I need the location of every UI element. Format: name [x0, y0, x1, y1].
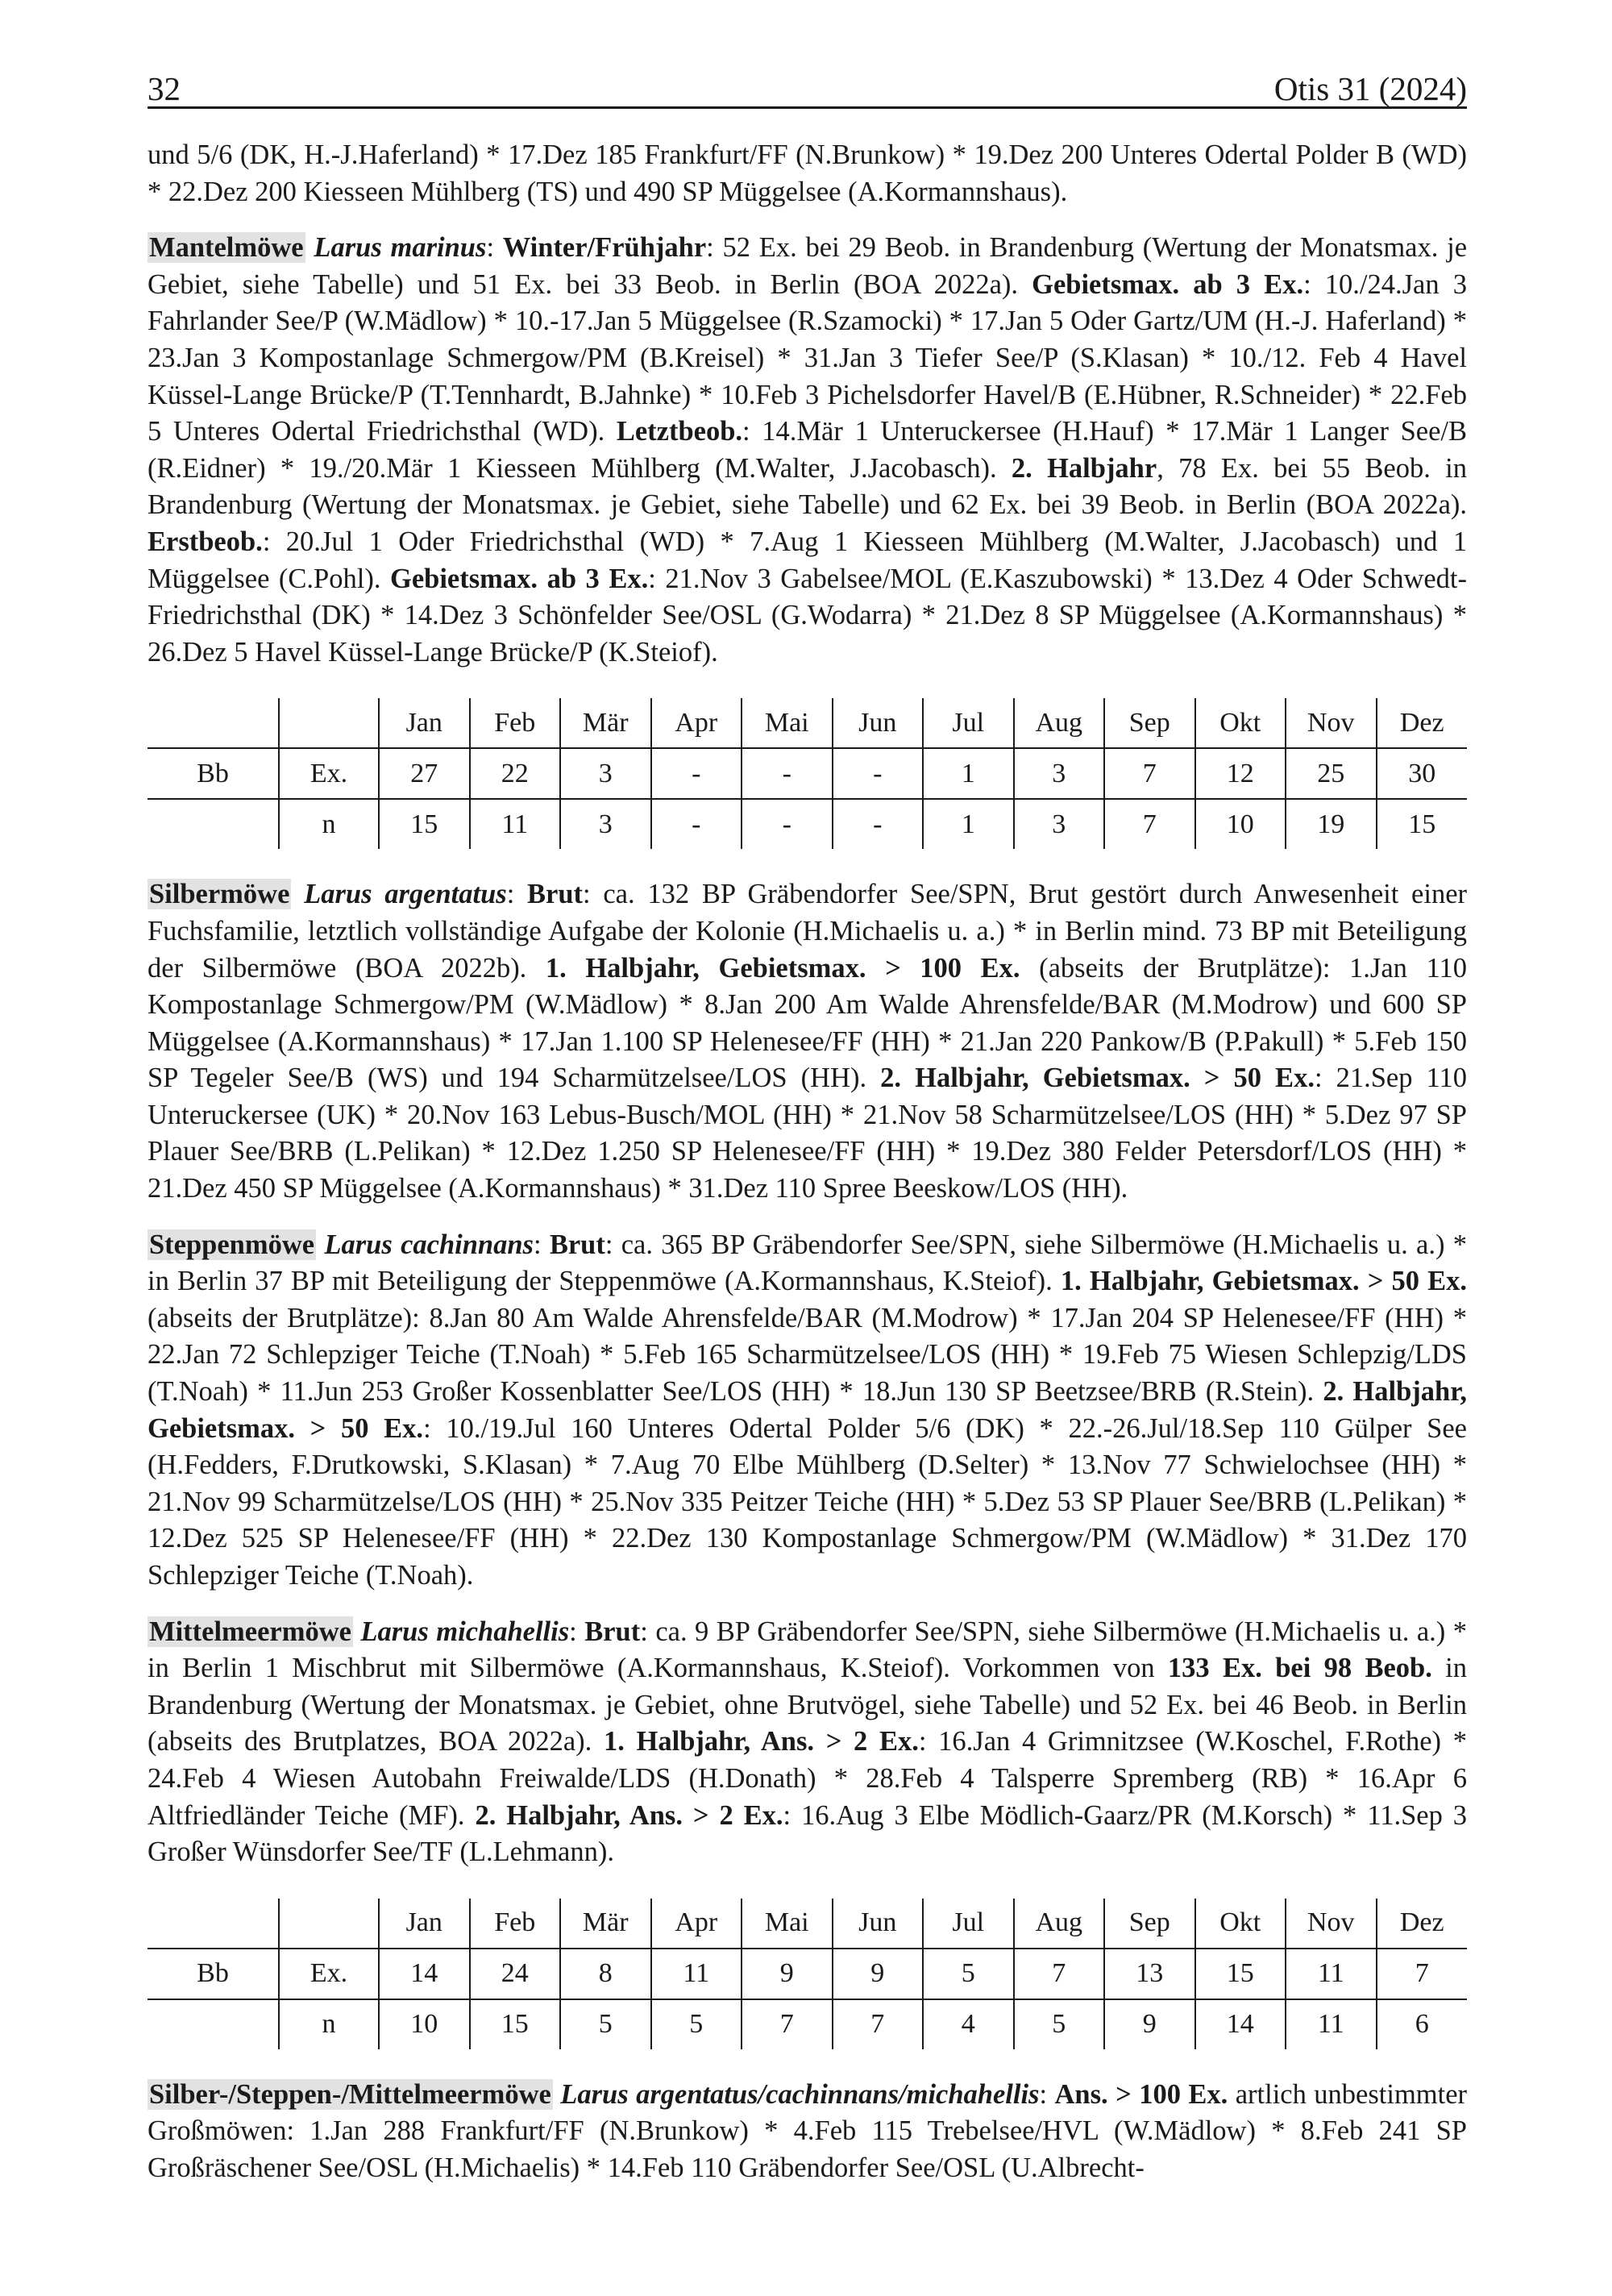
ex-value: 7	[1104, 748, 1195, 799]
ex-value: 11	[651, 1949, 742, 1999]
ex-value: -	[742, 748, 833, 799]
row-label-n: n	[279, 1999, 379, 2049]
table-row-ex	[147, 1949, 1467, 1999]
n-value: 4	[923, 1999, 1014, 2049]
section-label: Ans. > 100 Ex.	[1054, 2078, 1228, 2110]
month-header: Nov	[1286, 1899, 1377, 1949]
species-latin: Larus cachinnans	[324, 1229, 534, 1260]
intro-paragraph	[147, 137, 1467, 210]
n-value: 14	[1195, 1999, 1286, 2049]
section-label: Brut	[584, 1616, 641, 1647]
species-name: Silbermöwe	[149, 879, 290, 910]
entry-text: : ca. 9 BP Gräbendorfer See/SPN, siehe Silbermöwe (H.Michaelis u. a.) * in Berlin 1 Mischbrut mit Silbermöwe (A.Kormannshaus, K.Steiof). Vorkommen von	[147, 1616, 1468, 1684]
ex-value: 7	[1014, 1949, 1105, 1999]
ex-value: 27	[379, 748, 470, 799]
species-entry-steppenmoewe: Steppenmöwe Larus cachinnans: Brut: ca. 365 BP Gräbendorfer See/SPN, siehe Silbermöwe (H.Michaelis u. a.) * in Berlin 37 BP mit Beteiligung der Steppenmöwe (A.Kormannshaus, K.Steiof). 1. Halbjahr, Gebietsmax. > 50 Ex. (abseits der Brutplätze): 8.Jan 80 Am Walde Ahrensfelde/BAR (M.Modrow) * 17.Jan 204 SP Helenesee/FF (HH) * 22.Jan 72 Schlepziger Teiche (T.Noah) * 5.Feb 165 Scharmützelsee/LOS (HH) * 19.Feb 75 Wiesen Schlepzig/LDS (T.Noah) * 11.Jun 253 Großer Kossenblatter See/LOS (HH) * 18.Jun 130 SP Beetzsee/BRB (R.Stein). 2. Halbjahr, Gebietsmax. > 50 Ex.: 10./19.Jul 160 Unteres Odertal Polder 5/6 (DK) * 22.-26.Jul/18.Sep 110 Gülper See (H.Fedders, F.Drutkowski, S.Klasan) * 7.Aug 70 Elbe Mühlberg (D.Selter) * 13.Nov 77 Schwielochsee (HH) * 21.Nov 99 Scharmützelse/LOS (HH) * 25.Nov 335 Peitzer Teiche (HH) * 5.Dez 53 SP Plauer See/BRB (L.Pelikan) * 12.Dez 525 SP Helenesee/FF (HH) * 22.Dez 130 Kompostanlage Schmergow/PM (W.Mädlow) * 31.Dez 170 Schlepziger Teiche (T.Noah).	[147, 1229, 1468, 1591]
monthly-table-mantelmoewe	[147, 698, 1467, 849]
ex-value: 13	[1104, 1949, 1195, 1999]
article-body	[147, 137, 1467, 2187]
ex-value: 15	[1195, 1949, 1286, 1999]
entry-text: : 16.Jan 4 Grimnitzsee (W.Koschel, F.Rothe) * 24.Feb 4 Wiesen Autobahn Freiwalde/LDS (H.Donath) * 28.Feb 4 Talsperre Spremberg (RB) * 16.Apr 6 Altfriedländer Teiche (MF).	[147, 1726, 1467, 1831]
n-value: -	[833, 799, 924, 849]
month-header: Dez	[1377, 1899, 1468, 1949]
n-value: 5	[560, 1999, 651, 2049]
section-label: 133 Ex. bei 98 Beob.	[1167, 1653, 1432, 1684]
n-value: 11	[1286, 1999, 1377, 2049]
species-entry-mittelmeermoewe: Mittelmeermöwe Larus michahellis: Brut: ca. 9 BP Gräbendorfer See/SPN, siehe Silbermöwe (H.Michaelis u. a.) * in Berlin 1 Mischbrut mit Silbermöwe (A.Kormannshaus, K.Steiof). Vorkommen von 133 Ex. bei 98 Beob. in Brandenburg (Wertung der Monatsmax. je Gebiet, ohne Brutvögel, siehe Tabelle) und 52 Ex. bei 46 Beob. in Berlin (abseits des Brutplatzes, BOA 2022a). 1. Halbjahr, Ans. > 2 Ex.: 16.Jan 4 Grimnitzsee (W.Koschel, F.Rothe) * 24.Feb 4 Wiesen Autobahn Freiwalde/LDS (H.Donath) * 28.Feb 4 Talsperre Spremberg (RB) * 16.Apr 6 Altfriedländer Teiche (MF). 2. Halbjahr, Ans. > 2 Ex.: 16.Aug 3 Elbe Mödlich-Gaarz/PR (M.Korsch) * 11.Sep 3 Großer Wünsdorfer See/TF (L.Lehmann).	[147, 1616, 1468, 1868]
month-header: Okt	[1195, 1899, 1286, 1949]
month-header: Jun	[833, 698, 924, 748]
month-header: Aug	[1014, 1899, 1105, 1949]
month-header: Aug	[1014, 698, 1105, 748]
n-value: 7	[742, 1999, 833, 2049]
ex-value: 11	[1286, 1949, 1377, 1999]
entry-text: : 21.Nov 3 Gabelsee/MOL (E.Kaszubowski) * 13.Dez 4 Oder Schwedt-Friedrichsthal (DK) * 14.Dez 3 Schönfelder See/OSL (G.Wodarra) * 21.Dez 8 SP Müggelsee (A.Kormannshaus) * 26.Dez 5 Havel Küssel-Lange Brücke/P (K.Steiof).	[147, 563, 1467, 668]
table-row-ex	[147, 748, 1467, 799]
section-label: Winter/Frühjahr	[502, 232, 707, 264]
month-header: Jul	[923, 1899, 1014, 1949]
month-header: Feb	[470, 698, 561, 748]
section-label: Letztbeob.	[616, 416, 743, 447]
n-value: 9	[1104, 1999, 1195, 2049]
n-value: 3	[1014, 799, 1105, 849]
species-latin: Larus argentatus	[304, 879, 507, 910]
species-name: Steppenmöwe	[149, 1229, 315, 1260]
row-label-n: n	[279, 799, 379, 849]
month-header: Feb	[470, 1899, 561, 1949]
n-value: -	[651, 799, 742, 849]
entry-text: artlich unbestimmter Großmöwen: 1.Jan 288 Frankfurt/FF (N.Brunkow) * 4.Feb 115 Trebelsee/HVL (W.Mädlow) * 8.Feb 241 SP Großräschener See/OSL (H.Michaelis) * 14.Feb 110 Gräbendorfer See/OSL (U.Albrecht-	[147, 2078, 1468, 2183]
row-label-ex: Ex.	[279, 1949, 379, 1999]
entry-text: : 16.Aug 3 Elbe Mödlich-Gaarz/PR (M.Korsch) * 11.Sep 3 Großer Wünsdorfer See/TF (L.Lehmann).	[147, 1799, 1467, 1868]
species-name: Mantelmöwe	[149, 232, 304, 264]
ex-value: 9	[742, 1949, 833, 1999]
section-label: Gebietsmax. ab 3 Ex.	[390, 563, 649, 594]
n-value: 5	[651, 1999, 742, 2049]
ex-value: 1	[923, 748, 1014, 799]
month-header: Mai	[742, 1899, 833, 1949]
ex-value: 8	[560, 1949, 651, 1999]
month-header: Mär	[560, 698, 651, 748]
n-value: 3	[560, 799, 651, 849]
section-label: 1. Halbjahr, Ans. > 2 Ex.	[603, 1726, 919, 1757]
entry-text: : 10./24.Jan 3 Fahrlander See/P (W.Mädlow) * 10.-17.Jan 5 Müggelsee (R.Szamocki) * 17.Jan 5 Oder Gartz/UM (H.-J. Haferland) * 23.Jan 3 Kompostanlage Schmergow/PM (B.Kreisel) * 31.Jan 3 Tiefer See/P (S.Klasan) * 10./12. Feb 4 Havel Küssel-Lange Brücke/P (T.Tennhardt, B.Jahnke) * 10.Feb 3 Pichelsdorfer Havel/B (E.Hübner, R.Schneider) * 22.Feb 5 Unteres Odertal Friedrichsthal (WD).	[147, 268, 1467, 447]
month-header: Jan	[379, 698, 470, 748]
species-entry-mantelmoewe: Mantelmöwe Larus marinus: Winter/Frühjahr: 52 Ex. bei 29 Beob. in Brandenburg (Wertung der Monatsmax. je Gebiet, siehe Tabelle) und 51 Ex. bei 33 Beob. in Berlin (BOA 2022a). Gebietsmax. ab 3 Ex.: 10./24.Jan 3 Fahrlander See/P (W.Mädlow) * 10.-17.Jan 5 Müggelsee (R.Szamocki) * 17.Jan 5 Oder Gartz/UM (H.-J. Haferland) * 23.Jan 3 Kompostanlage Schmergow/PM (B.Kreisel) * 31.Jan 3 Tiefer See/P (S.Klasan) * 10./12. Feb 4 Havel Küssel-Lange Brücke/P (T.Tennhardt, B.Jahnke) * 10.Feb 3 Pichelsdorfer Havel/B (E.Hübner, R.Schneider) * 22.Feb 5 Unteres Odertal Friedrichsthal (WD). Letztbeob.: 14.Mär 1 Unteruckersee (H.Hauf) * 17.Mär 1 Langer See/B (R.Eidner) * 19./20.Mär 1 Kiesseen Mühlberg (M.Walter, J.Jacobasch). 2. Halbjahr, 78 Ex. bei 55 Beob. in Brandenburg (Wertung der Monatsmax. je Gebiet, siehe Tabelle) und 62 Ex. bei 39 Beob. in Berlin (BOA 2022a). Erstbeob.: 20.Jul 1 Oder Friedrichsthal (WD) * 7.Aug 1 Kiesseen Mühlberg (M.Walter, J.Jacobasch) und 1 Müggelsee (C.Pohl). Gebietsmax. ab 3 Ex.: 21.Nov 3 Gabelsee/MOL (E.Kaszubowski) * 13.Dez 4 Oder Schwedt-Friedrichsthal (DK) * 14.Dez 3 Schönfelder See/OSL (G.Wodarra) * 21.Dez 8 SP Müggelsee (A.Kormannshaus) * 26.Dez 5 Havel Küssel-Lange Brücke/P (K.Steiof).	[147, 232, 1468, 668]
table-header-row	[147, 1899, 1467, 1949]
section-label: Brut	[549, 1229, 605, 1260]
ex-value: 3	[1014, 748, 1105, 799]
intro-text: und 5/6 (DK, H.-J.Haferland) * 17.Dez 185 Frankfurt/FF (N.Brunkow) * 19.Dez 200 Unteres Odertal Polder B (WD) * 22.Dez 200 Kiesseen Mühlberg (TS) und 490 SP Müggelsee (A.Kormannshaus).	[147, 139, 1467, 207]
page-number: 32	[147, 70, 181, 107]
section-label: 2. Halbjahr, Gebietsmax. > 50 Ex.	[880, 1063, 1315, 1094]
table-header-row	[147, 698, 1467, 748]
ex-value: -	[651, 748, 742, 799]
n-value: 10	[1195, 799, 1286, 849]
entry-text: : 14.Mär 1 Unteruckersee (H.Hauf) * 17.Mär 1 Langer See/B (R.Eidner) * 19./20.Mär 1 Kiesseen Mühlberg (M.Walter, J.Jacobasch).	[147, 416, 1467, 484]
species-name: Mittelmeermöwe	[149, 1616, 351, 1647]
month-header: Sep	[1104, 698, 1195, 748]
species-entry-grossmoewen: Silber-/Steppen-/Mittelmeermöwe Larus argentatus/cachinnans/michahellis: Ans. > 100 Ex. artlich unbestimmter Großmöwen: 1.Jan 288 Frankfurt/FF (N.Brunkow) * 4.Feb 115 Trebelsee/HVL (W.Mädlow) * 8.Feb 241 SP Großräschener See/OSL (H.Michaelis) * 14.Feb 110 Gräbendorfer See/OSL (U.Albrecht-	[147, 2078, 1468, 2183]
n-value: 5	[1014, 1999, 1105, 2049]
entry-text: : 52 Ex. bei 29 Beob. in Brandenburg (Wertung der Monatsmax. je Gebiet, siehe Tabelle) und 51 Ex. bei 33 Beob. in Berlin (BOA 2022a).	[147, 232, 1468, 300]
entry-text: : 20.Jul 1 Oder Friedrichsthal (WD) * 7.Aug 1 Kiesseen Mühlberg (M.Walter, J.Jacobasch) und 1 Müggelsee (C.Pohl).	[147, 526, 1467, 594]
ex-value: 3	[560, 748, 651, 799]
n-value: -	[742, 799, 833, 849]
table-row-n	[147, 1999, 1467, 2049]
species-latin: Larus marinus	[314, 232, 487, 264]
n-value: 6	[1377, 1999, 1468, 2049]
species-name: Silber-/Steppen-/Mittelmeermöwe	[149, 2078, 551, 2110]
entry-text: : ca. 132 BP Gräbendorfer See/SPN, Brut gestört durch Anwesenheit einer Fuchsfamilie, letztlich vollständige Aufgabe der Kolonie (H.Michaelis u. a.) * in Berlin mind. 73 BP mit Beteiligung der Silbermöwe (BOA 2022b).	[147, 879, 1467, 984]
journal-title: Otis 31 (2024)	[1273, 70, 1467, 107]
region-cell: Bb	[147, 1949, 279, 1999]
month-header: Dez	[1377, 698, 1468, 748]
ex-value: 22	[470, 748, 561, 799]
month-header: Mär	[560, 1899, 651, 1949]
ex-value: 5	[923, 1949, 1014, 1999]
section-label: Erstbeob.	[147, 526, 263, 557]
entry-text: in Brandenburg (Wertung der Monatsmax. je Gebiet, ohne Brutvögel, siehe Tabelle) und 52 Ex. bei 46 Beob. in Berlin (abseits des Brutplatzes, BOA 2022a).	[147, 1653, 1467, 1757]
month-header: Okt	[1195, 698, 1286, 748]
month-header: Apr	[651, 1899, 742, 1949]
n-value: 15	[1377, 799, 1468, 849]
month-header: Jun	[833, 1899, 924, 1949]
ex-value: 30	[1377, 748, 1468, 799]
ex-value: 7	[1377, 1949, 1468, 1999]
species-latin: Larus argentatus/cachinnans/michahellis	[560, 2078, 1040, 2110]
ex-value: 25	[1286, 748, 1377, 799]
row-label-ex: Ex.	[279, 748, 379, 799]
ex-value: 14	[379, 1949, 470, 1999]
ex-value: 9	[833, 1949, 924, 1999]
ex-value: 12	[1195, 748, 1286, 799]
ex-value: -	[833, 748, 924, 799]
section-label: 1. Halbjahr, Gebietsmax. > 100 Ex.	[545, 952, 1020, 984]
n-value: 15	[379, 799, 470, 849]
n-value: 1	[923, 799, 1014, 849]
entry-text: : ca. 365 BP Gräbendorfer See/SPN, siehe Silbermöwe (H.Michaelis u. a.) * in Berlin 37 BP mit Beteiligung der Steppenmöwe (A.Kormannshaus, K.Steiof).	[147, 1229, 1468, 1297]
region-cell: Bb	[147, 748, 279, 799]
entry-text: : 21.Sep 110 Unteruckersee (UK) * 20.Nov 163 Lebus-Busch/MOL (HH) * 21.Nov 58 Scharmützelsee/LOS (HH) * 5.Dez 97 SP Plauer See/BRB (L.Pelikan) * 12.Dez 1.250 SP Helenesee/FF (HH) * 19.Dez 380 Felder Petersdorf/LOS (HH) * 21.Dez 450 SP Müggelsee (A.Kormannshaus) * 31.Dez 110 Spree Beeskow/LOS (HH).	[147, 1063, 1467, 1204]
section-label: 2. Halbjahr, Ans. > 2 Ex.	[475, 1799, 783, 1831]
n-value: 7	[833, 1999, 924, 2049]
month-header: Jan	[379, 1899, 470, 1949]
species-latin: Larus michahellis	[360, 1616, 570, 1647]
entry-text: (abseits der Brutplätze): 1.Jan 110 Kompostanlage Schmergow/PM (W.Mädlow) * 8.Jan 200 Am Walde Ahrensfelde/BAR (M.Modrow) und 600 SP Müggelsee (A.Kormannshaus) * 17.Jan 1.100 SP Helenesee/FF (HH) * 21.Jan 220 Pankow/B (P.Pakull) * 5.Feb 150 SP Tegeler See/B (WS) und 194 Scharmützelsee/LOS (HH).	[147, 952, 1467, 1094]
month-header: Sep	[1104, 1899, 1195, 1949]
month-header: Mai	[742, 698, 833, 748]
table-row-n	[147, 799, 1467, 849]
entry-text: : 10./19.Jul 160 Unteres Odertal Polder 5/6 (DK) * 22.-26.Jul/18.Sep 110 Gülper See (H.Fedders, F.Drutkowski, S.Klasan) * 7.Aug 70 Elbe Mühlberg (D.Selter) * 13.Nov 77 Schwielochsee (HH) * 21.Nov 99 Scharmützelse/LOS (HH) * 25.Nov 335 Peitzer Teiche (HH) * 5.Dez 53 SP Plauer See/BRB (L.Pelikan) * 12.Dez 525 SP Helenesee/FF (HH) * 22.Dez 130 Kompostanlage Schmergow/PM (W.Mädlow) * 31.Dez 170 Schlepziger Teiche (T.Noah).	[147, 1412, 1467, 1591]
n-value: 11	[470, 799, 561, 849]
section-label: 2. Halbjahr	[1011, 452, 1157, 484]
n-value: 15	[470, 1999, 561, 2049]
section-label: Brut	[527, 879, 584, 910]
month-header: Nov	[1286, 698, 1377, 748]
monthly-table-mittelmeermoewe	[147, 1899, 1467, 2049]
ex-value: 24	[470, 1949, 561, 1999]
section-label: 1. Halbjahr, Gebietsmax. > 50 Ex.	[1060, 1266, 1467, 1297]
section-label: Gebietsmax. ab 3 Ex.	[1032, 268, 1304, 300]
n-value: 10	[379, 1999, 470, 2049]
month-header: Jul	[923, 698, 1014, 748]
section-label: 2. Halbjahr, Gebietsmax. > 50 Ex.	[147, 1376, 1467, 1444]
entry-text: , 78 Ex. bei 55 Beob. in Brandenburg (Wertung der Monatsmax. je Gebiet, siehe Tabelle) und 62 Ex. bei 39 Beob. in Berlin (BOA 2022a).	[147, 452, 1467, 521]
entry-text: (abseits der Brutplätze): 8.Jan 80 Am Walde Ahrensfelde/BAR (M.Modrow) * 17.Jan 204 SP Helenesee/FF (HH) * 22.Jan 72 Schlepziger Teiche (T.Noah) * 5.Feb 165 Scharmützelsee/LOS (HH) * 19.Feb 75 Wiesen Schlepzig/LDS (T.Noah) * 11.Jun 253 Großer Kossenblatter See/LOS (HH) * 18.Jun 130 SP Beetzsee/BRB (R.Stein).	[147, 1302, 1467, 1408]
n-value: 7	[1104, 799, 1195, 849]
n-value: 19	[1286, 799, 1377, 849]
running-header	[147, 58, 1467, 109]
month-header: Apr	[651, 698, 742, 748]
species-entry-silbermoewe: Silbermöwe Larus argentatus: Brut: ca. 132 BP Gräbendorfer See/SPN, Brut gestört durch Anwesenheit einer Fuchsfamilie, letztlich vollständige Aufgabe der Kolonie (H.Michaelis u. a.) * in Berlin mind. 73 BP mit Beteiligung der Silbermöwe (BOA 2022b). 1. Halbjahr, Gebietsmax. > 100 Ex. (abseits der Brutplätze): 1.Jan 110 Kompostanlage Schmergow/PM (W.Mädlow) * 8.Jan 200 Am Walde Ahrensfelde/BAR (M.Modrow) und 600 SP Müggelsee (A.Kormannshaus) * 17.Jan 1.100 SP Helenesee/FF (HH) * 21.Jan 220 Pankow/B (P.Pakull) * 5.Feb 150 SP Tegeler See/B (WS) und 194 Scharmützelsee/LOS (HH). 2. Halbjahr, Gebietsmax. > 50 Ex.: 21.Sep 110 Unteruckersee (UK) * 20.Nov 163 Lebus-Busch/MOL (HH) * 21.Nov 58 Scharmützelsee/LOS (HH) * 5.Dez 97 SP Plauer See/BRB (L.Pelikan) * 12.Dez 1.250 SP Helenesee/FF (HH) * 19.Dez 380 Felder Petersdorf/LOS (HH) * 21.Dez 450 SP Müggelsee (A.Kormannshaus) * 31.Dez 110 Spree Beeskow/LOS (HH).	[147, 879, 1467, 1204]
